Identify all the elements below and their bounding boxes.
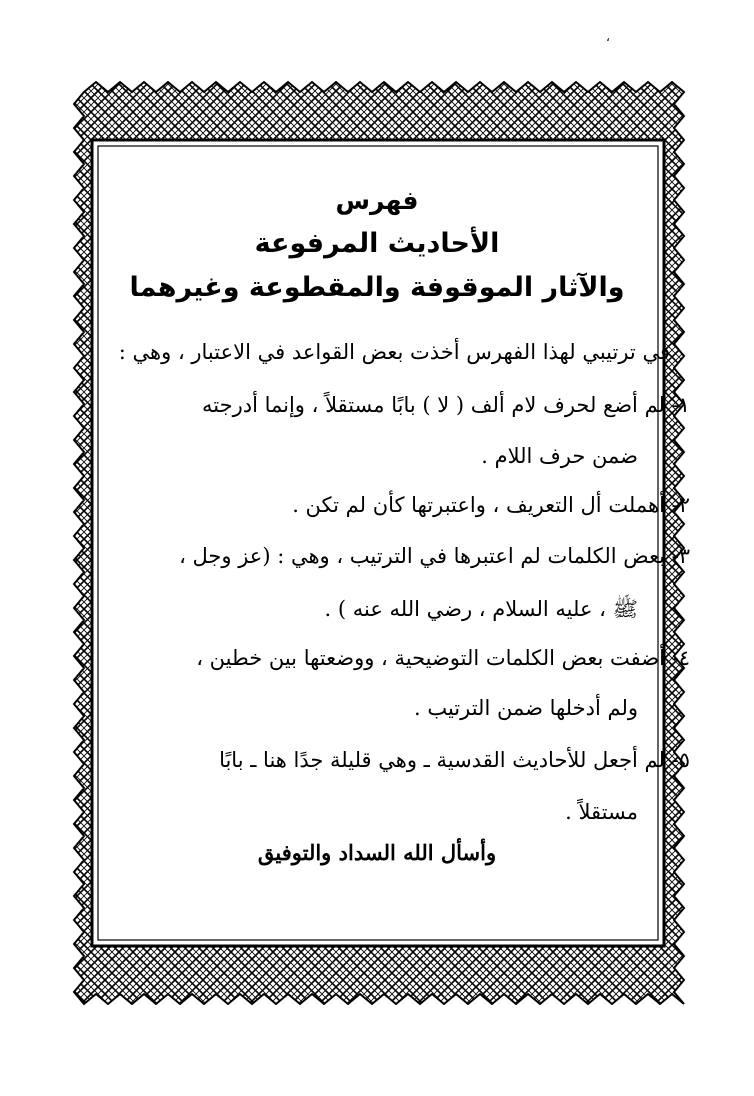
rule-2-line-1: ٢- أهملت أل التعريف ، واعتبرتها كأن لم تكن . — [292, 493, 690, 517]
rule-4-line-2: ولم أدخلها ضمن الترتيب . — [413, 696, 638, 720]
rule-3-line-2: ﷺ ، عليه السلام ، رضي الله عنه ) . — [324, 597, 638, 621]
page-content — [92, 150, 690, 940]
rule-5-line-1: ٥- لم أجعل للأحاديث القدسية ـ وهي قليلة جدًا هنا ـ بابًا — [219, 748, 690, 772]
rule-4-line-1: ٤- أضفت بعض الكلمات التوضيحية ، ووضعتها بين خطين ، — [196, 646, 690, 670]
rule-5-line-2: مستقلاً . — [565, 800, 638, 824]
page-subtitle-1: الأحاديث المرفوعة — [254, 228, 500, 259]
page-subtitle-2: والآثار الموقوفة والمقطوعة وغيرهما — [129, 272, 625, 303]
rule-1-line-1: ١- لم أضع لحرف لام ألف ( لا ) بابًا مستقلاً ، وإنما أدرجته — [202, 393, 690, 417]
rule-1-line-2: ضمن حرف اللام . — [481, 444, 638, 468]
closing-prayer: وأسأل الله السداد والتوفيق — [257, 840, 497, 865]
corner-mark: ، — [606, 30, 610, 44]
page-title: فهرس — [335, 186, 419, 215]
intro-text: في ترتيبي لهذا الفهرس أخذت بعض القواعد في الاعتبار ، وهي : — [118, 340, 670, 364]
rule-3-line-1: ٣- بعض الكلمات لم اعتبرها في الترتيب ، وهي : (عز وجل ، — [179, 544, 690, 568]
